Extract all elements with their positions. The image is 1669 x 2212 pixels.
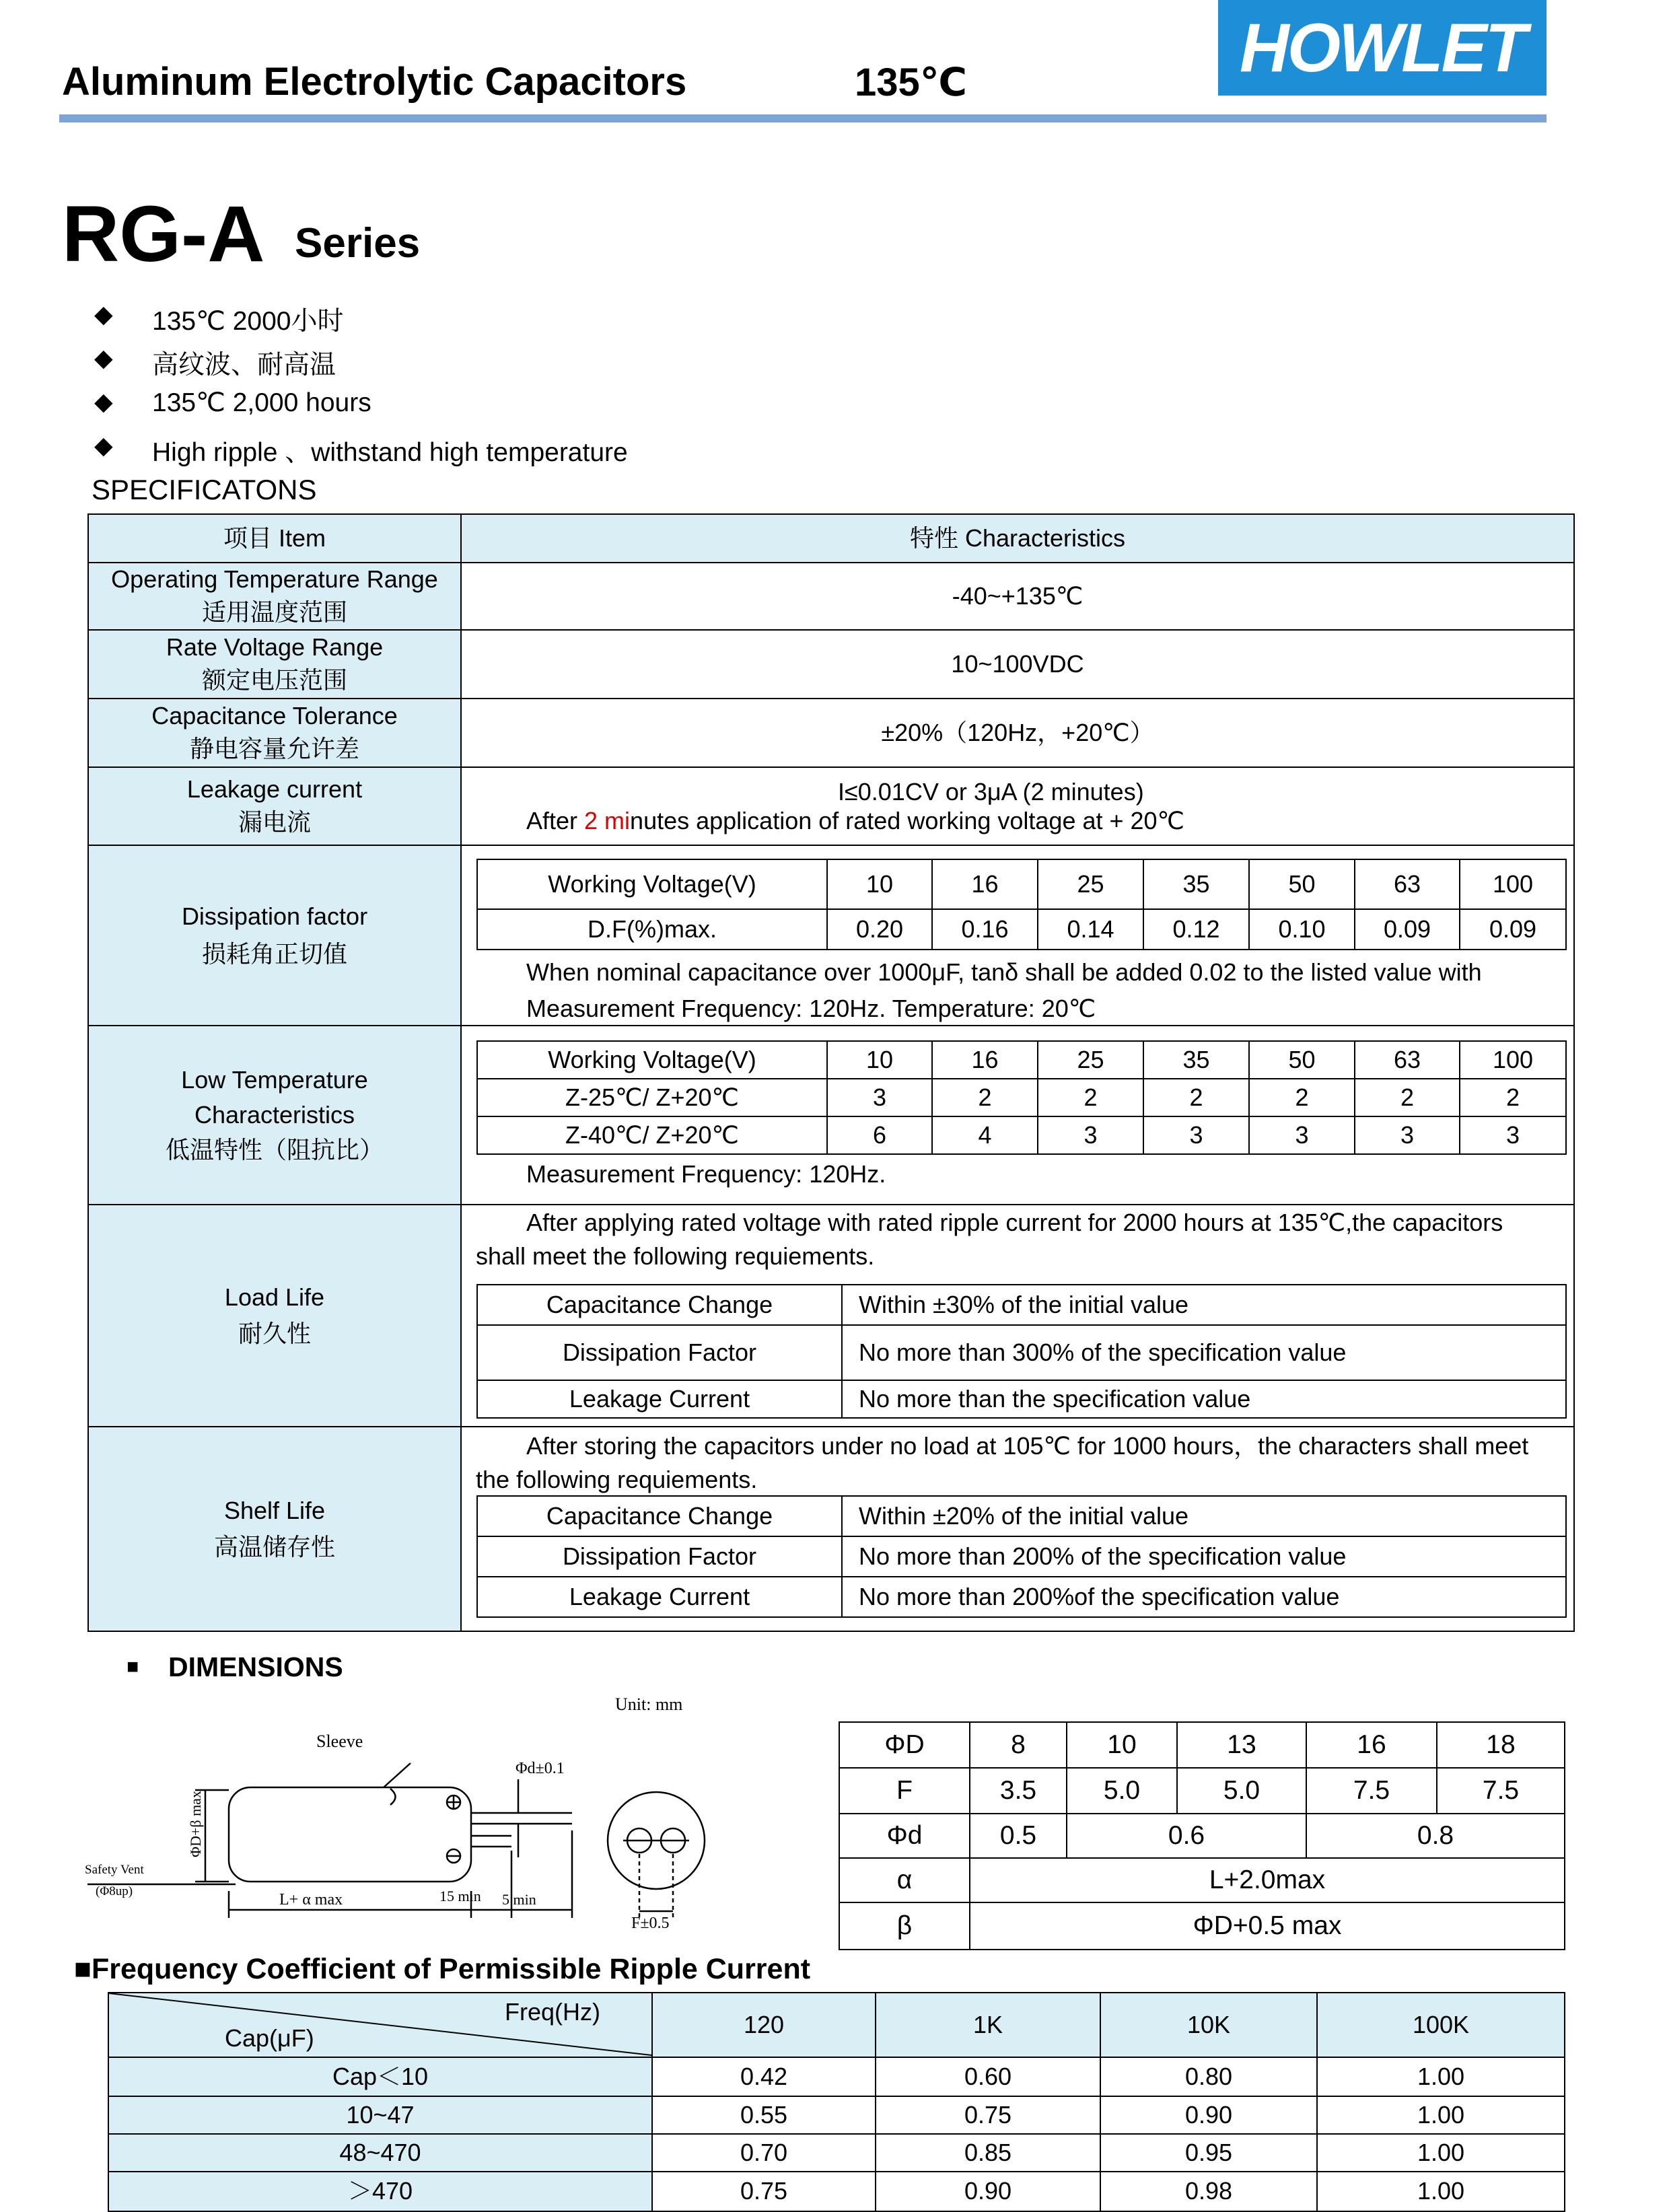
df-note1: When nominal capacitance over 1000μF, tanδ shall be added 0.02 to the listed value with <box>526 958 1482 986</box>
row-tolerance-value: ±20%（120Hz，+20℃） <box>460 698 1575 768</box>
ripple-value-cell: 0.42 <box>651 2057 876 2097</box>
ripple-freq-header: 10K <box>1100 1992 1318 2058</box>
ripple-value-cell: 0.70 <box>651 2133 876 2172</box>
ripple-cap-cell: Cap＜10 <box>108 2057 653 2097</box>
row-df-label: Dissipation factor 损耗角正切值 <box>87 845 462 1026</box>
dim-cell: α <box>839 1857 970 1903</box>
df-header-cell: 100 <box>1459 859 1567 910</box>
ripple-corner-cell <box>108 1992 653 2058</box>
shelflife-item-value: Within ±20% of the initial value <box>841 1495 1567 1537</box>
ripple-freq-header: 100K <box>1316 1992 1565 2058</box>
dim-cell: L+2.0max <box>969 1857 1565 1903</box>
lowtemp-cell: 2 <box>1143 1078 1250 1117</box>
df-value-cell: 0.09 <box>1459 908 1567 950</box>
row-voltage-value: 10~100VDC <box>460 629 1575 699</box>
dim-cell: ΦD+0.5 max <box>969 1902 1565 1950</box>
shelflife-item-label: Dissipation Factor <box>476 1536 843 1577</box>
diamond-bullet-icon: ◆ <box>94 300 113 328</box>
row-leakage-label: Leakage current 漏电流 <box>87 766 462 846</box>
ripple-value-cell: 0.75 <box>651 2171 876 2212</box>
df-header-cell: 10 <box>826 859 933 910</box>
lead-5min-label: 5 min <box>502 1891 536 1908</box>
safety-vent-label: Safety Vent <box>85 1863 144 1877</box>
df-value-cell: D.F(%)max. <box>476 908 828 950</box>
df-header-cell: 16 <box>931 859 1038 910</box>
col-header-item: 项目 Item <box>87 513 462 563</box>
lowtemp-cell: 2 <box>1248 1078 1355 1117</box>
lowtemp-cell: 2 <box>1354 1078 1460 1117</box>
lowtemp-cell: 3 <box>1143 1116 1250 1155</box>
dim-cell: 13 <box>1176 1721 1307 1769</box>
ripple-value-cell: 1.00 <box>1316 2171 1565 2212</box>
lowtemp-cell: 3 <box>826 1078 933 1117</box>
lowtemp-cell: Z-40℃/ Z+20℃ <box>476 1116 828 1155</box>
df-header-cell: 25 <box>1037 859 1144 910</box>
lowtemp-cell: 3 <box>1459 1116 1567 1155</box>
row-voltage-label: Rate Voltage Range 额定电压范围 <box>87 629 462 699</box>
ripple-value-cell: 0.75 <box>875 2096 1101 2135</box>
dim-cell: ΦD <box>839 1721 970 1769</box>
diamond-bullet-icon: ◆ <box>94 344 113 371</box>
col-header-characteristics: 特性 Characteristics <box>460 513 1575 563</box>
ripple-value-cell: 0.90 <box>1100 2096 1318 2135</box>
shelflife-text1: After storing the capacitors under no load at 105℃ for 1000 hours，the characters shall meet <box>526 1432 1529 1460</box>
dim-cell: 0.8 <box>1306 1813 1565 1859</box>
ripple-value-cell: 0.85 <box>875 2133 1101 2172</box>
lowtemp-cell: 3 <box>1037 1116 1144 1155</box>
capacitor-dimension-diagram <box>67 1723 727 1945</box>
row-lowtemp-label: Low Temperature Characteristics 低温特性（阻抗比） <box>87 1025 462 1205</box>
shelflife-item-label: Leakage Current <box>476 1576 843 1618</box>
lowtemp-cell: 16 <box>931 1040 1038 1079</box>
dim-cell: F <box>839 1767 970 1814</box>
row-tolerance-label: Capacitance Tolerance 静电容量允许差 <box>87 698 462 768</box>
lowtemp-note: Measurement Frequency: 120Hz. <box>526 1160 886 1188</box>
sleeve-label: Sleeve <box>316 1732 363 1751</box>
dim-cell: Φd <box>839 1813 970 1859</box>
df-value-cell: 0.14 <box>1037 908 1144 950</box>
feature-item: ◆ 135℃ 2000小时 <box>94 300 343 338</box>
loadlife-item-label: Dissipation Factor <box>476 1324 843 1381</box>
df-value-cell: 0.20 <box>826 908 933 950</box>
lowtemp-cell: Z-25℃/ Z+20℃ <box>476 1078 828 1117</box>
lowtemp-cell: 4 <box>931 1116 1038 1155</box>
square-bullet-icon: ■ <box>74 1953 92 1985</box>
unit-label: Unit: mm <box>615 1694 683 1714</box>
feature-item: ◆ 135℃ 2,000 hours <box>94 388 371 417</box>
dim-cell: 18 <box>1436 1721 1565 1769</box>
square-bullet-icon: ■ <box>127 1655 139 1678</box>
lowtemp-cell: Working Voltage(V) <box>476 1040 828 1079</box>
lowtemp-cell: 50 <box>1248 1040 1355 1079</box>
lowtemp-cell: 2 <box>1037 1078 1144 1117</box>
pitch-label: F±0.5 <box>631 1915 670 1932</box>
ripple-cap-cell: ＞470 <box>108 2171 653 2212</box>
spec-heading: SPECIFICATONS <box>92 474 317 505</box>
dim-cell: 3.5 <box>969 1767 1067 1814</box>
dim-cell: 10 <box>1066 1721 1178 1769</box>
df-value-cell: 0.09 <box>1354 908 1460 950</box>
dim-cell: β <box>839 1902 970 1950</box>
row-op-temp-label: Operating Temperature Range 适用温度范围 <box>87 562 462 631</box>
row-shelflife-label: Shelf Life 高温储存性 <box>87 1426 462 1632</box>
leakage-line1: I≤0.01CV or 3μA (2 minutes) <box>838 778 1144 806</box>
row-loadlife-label: Load Life 耐久性 <box>87 1204 462 1427</box>
df-value-cell: 0.12 <box>1143 908 1250 950</box>
df-value-cell: 0.10 <box>1248 908 1355 950</box>
freq-label: Freq(Hz) <box>505 1998 600 2026</box>
loadlife-item-label: Leakage Current <box>476 1380 843 1419</box>
lowtemp-cell: 35 <box>1143 1040 1250 1079</box>
df-header-cell: 63 <box>1354 859 1460 910</box>
ripple-value-cell: 0.98 <box>1100 2171 1318 2212</box>
lowtemp-cell: 3 <box>1248 1116 1355 1155</box>
lowtemp-cell: 63 <box>1354 1040 1460 1079</box>
loadlife-item-label: Capacitance Change <box>476 1284 843 1326</box>
lead-diameter-label: Φd±0.1 <box>516 1760 565 1777</box>
ripple-cap-cell: 10~47 <box>108 2096 653 2135</box>
leakage-line2: After 2 minutes application of rated working voltage at + 20℃ <box>526 807 1184 834</box>
sleeve-groove <box>390 1789 396 1805</box>
shelflife-item-value: No more than 200%of the specification value <box>841 1576 1567 1618</box>
ripple-value-cell: 0.95 <box>1100 2133 1318 2172</box>
cap-label: Cap(μF) <box>225 2024 314 2053</box>
dimensions-heading: DIMENSIONS <box>168 1651 343 1682</box>
series-label: Series <box>295 220 421 266</box>
dim-cell: 0.5 <box>969 1813 1067 1859</box>
ripple-freq-header: 1K <box>875 1992 1101 2058</box>
df-header-cell: 50 <box>1248 859 1355 910</box>
row-op-temp-value: -40~+135℃ <box>460 562 1575 631</box>
vent-size-label: (Φ8up) <box>96 1884 133 1898</box>
diamond-bullet-icon: ◆ <box>94 431 113 459</box>
loadlife-item-value: No more than 300% of the specification value <box>841 1324 1567 1381</box>
dim-cell: 8 <box>969 1721 1067 1769</box>
ripple-freq-header: 120 <box>651 1992 876 2058</box>
shelflife-item-label: Capacitance Change <box>476 1495 843 1537</box>
shelflife-item-value: No more than 200% of the specification value <box>841 1536 1567 1577</box>
feature-item: ◆ High ripple 、withstand high temperature <box>94 431 628 469</box>
header-divider <box>59 114 1547 122</box>
df-header-cell: Working Voltage(V) <box>476 859 828 910</box>
dim-cell: 16 <box>1306 1721 1437 1769</box>
temperature-rating: 135℃ <box>855 61 968 104</box>
diameter-label: ΦD+β max <box>187 1791 204 1857</box>
page-title: Aluminum Electrolytic Capacitors <box>62 60 687 104</box>
series-name: RG-A <box>62 190 265 279</box>
brand-logo <box>1218 0 1547 96</box>
loadlife-item-value: No more than the specification value <box>841 1380 1567 1419</box>
dim-cell: 7.5 <box>1306 1767 1437 1814</box>
brand-name: HOWLET <box>1240 9 1525 86</box>
dim-cell: 7.5 <box>1436 1767 1565 1814</box>
shelflife-text2: the following requiements. <box>476 1466 758 1493</box>
lead-15min-label: 15 min <box>439 1888 481 1904</box>
ripple-value-cell: 1.00 <box>1316 2057 1565 2097</box>
df-value-cell: 0.16 <box>931 908 1038 950</box>
ripple-value-cell: 1.00 <box>1316 2133 1565 2172</box>
lowtemp-cell: 25 <box>1037 1040 1144 1079</box>
ripple-cap-cell: 48~470 <box>108 2133 653 2172</box>
ripple-value-cell: 0.80 <box>1100 2057 1318 2097</box>
lowtemp-cell: 100 <box>1459 1040 1567 1079</box>
dim-cell: 5.0 <box>1066 1767 1178 1814</box>
diamond-bullet-icon: ◆ <box>94 388 113 415</box>
capacitor-body <box>229 1787 471 1882</box>
lowtemp-cell: 3 <box>1354 1116 1460 1155</box>
lowtemp-cell: 10 <box>826 1040 933 1079</box>
dim-cell: 0.6 <box>1066 1813 1307 1859</box>
loadlife-text1: After applying rated voltage with rated ripple current for 2000 hours at 135℃,the capacitors <box>526 1209 1503 1236</box>
ripple-value-cell: 1.00 <box>1316 2096 1565 2135</box>
loadlife-item-value: Within ±30% of the initial value <box>841 1284 1567 1326</box>
lowtemp-cell: 6 <box>826 1116 933 1155</box>
lowtemp-cell: 2 <box>931 1078 1038 1117</box>
length-label: L+ α max <box>279 1891 343 1908</box>
feature-item: ◆ 高纹波、耐高温 <box>94 344 336 382</box>
ripple-value-cell: 0.55 <box>651 2096 876 2135</box>
dim-cell: 5.0 <box>1176 1767 1307 1814</box>
ripple-heading: ■Frequency Coefficient of Permissible Ripple Current <box>74 1953 811 1985</box>
lowtemp-cell: 2 <box>1459 1078 1567 1117</box>
df-note2: Measurement Frequency: 120Hz. Temperature: 20℃ <box>526 995 1096 1022</box>
sleeve-leader <box>384 1763 411 1787</box>
df-header-cell: 35 <box>1143 859 1250 910</box>
ripple-value-cell: 0.60 <box>875 2057 1101 2097</box>
ripple-value-cell: 0.90 <box>875 2171 1101 2212</box>
loadlife-text2: shall meet the following requiements. <box>476 1242 875 1270</box>
